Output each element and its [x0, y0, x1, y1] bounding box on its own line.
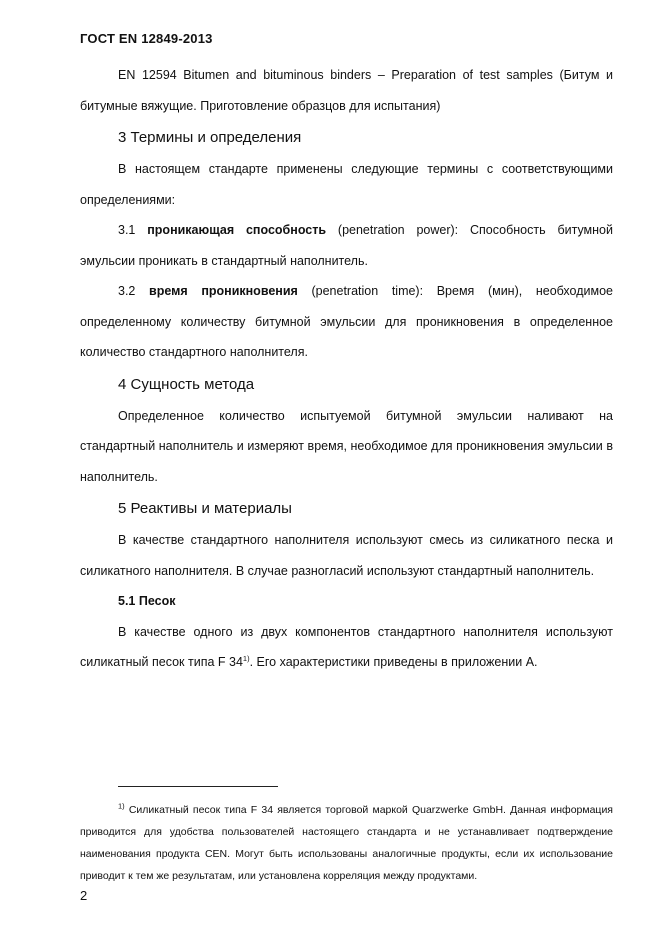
- section-5-text: В качестве стандартного наполнителя используют смесь из силикатного песка и силикатного наполнителя. В случае разногласий используют стандартный наполнитель.: [80, 533, 613, 578]
- footnote-separator: [118, 786, 278, 787]
- term-3-1-title: проникающая способность: [147, 223, 327, 237]
- page-number: 2: [80, 888, 88, 903]
- section-4-text: Определенное количество испытуемой битумной эмульсии наливают на стандартный наполнитель и измеряют время, необходимое для проникновения эмульсии в наполнитель.: [80, 408, 613, 484]
- document-body: [80, 60, 613, 678]
- footnote-paragraph: [80, 799, 613, 887]
- term-3-1-definition: (penetration power): Способность битумной эмульсии проникать в стандартный наполнитель.: [80, 223, 613, 268]
- term-3-2-number: 3.2: [118, 284, 136, 298]
- section-4-heading: 4 Сущность метода: [118, 375, 255, 393]
- reference-en12594: EN 12594 Bitumen and bituminous binders – Preparation of test samples (Битум и битумные вяжущие. Приготовление образцов для испытания): [80, 68, 613, 113]
- term-3-2: [80, 276, 613, 368]
- section-5-1-text: [80, 617, 613, 678]
- section-5-1-text-end: . Его характеристики приведены в приложении А.: [249, 655, 538, 669]
- footnote: [80, 799, 613, 887]
- section-5-1-heading: 5.1 Песок: [118, 594, 176, 608]
- term-3-2-definition: (penetration time): Время (мин), необходимое определенному количеству битумной эмульсии для проникновения в определенное количество стандартного наполнителя.: [80, 284, 613, 359]
- footnote-reference: 1): [242, 653, 250, 663]
- footnote-marker: 1): [118, 801, 125, 811]
- footnote-text: Силикатный песок типа F 34 является торговой маркой Quarzwerke GmbH. Данная информация приводится для удобства пользователей настоящего стандарта и не устанавливает подтверждение наименования продукта CEN. Могут быть использованы аналогичные продукты, если их использование приводит к тем же результатам, или установлена корреляция между продуктами.: [80, 804, 613, 882]
- term-3-1: [80, 215, 613, 276]
- term-3-2-title: время проникновения: [149, 284, 298, 298]
- section-3-intro: В настоящем стандарте применены следующие термины с соответствующими определениями:: [80, 162, 613, 207]
- section-3-heading: 3 Термины и определения: [118, 129, 302, 146]
- term-3-1-number: 3.1: [118, 223, 136, 237]
- section-5-1-text-start: В качестве одного из двух компонентов стандартного наполнителя используют силикатный песок типа F 34: [80, 624, 613, 669]
- section-5-heading: 5 Реактивы и материалы: [118, 500, 292, 517]
- document-code-header: ГОСТ EN 12849-2013: [80, 31, 213, 46]
